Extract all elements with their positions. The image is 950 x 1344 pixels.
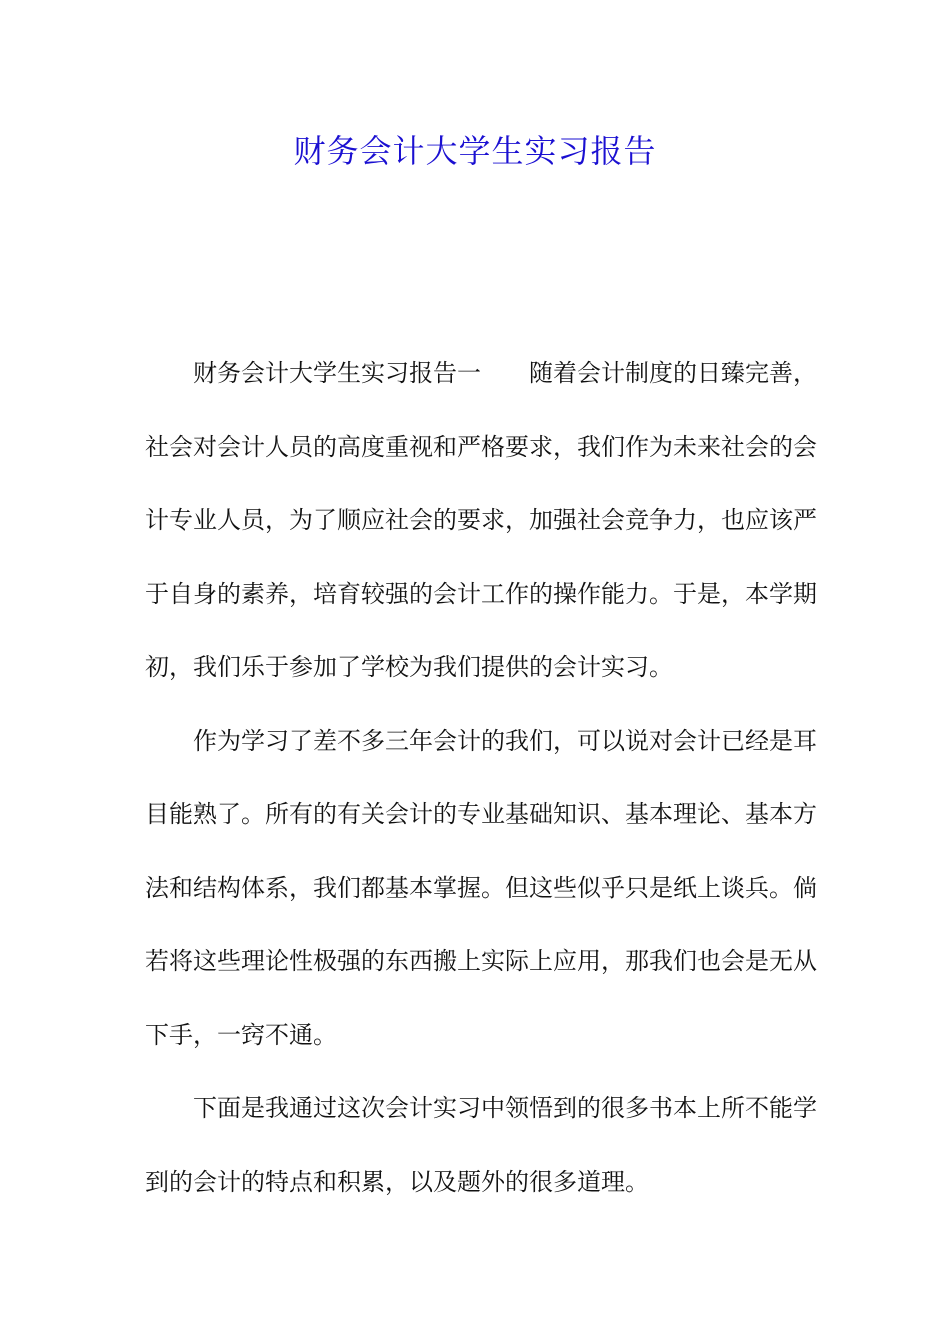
document-title: 财务会计大学生实习报告 bbox=[293, 132, 657, 170]
paragraph-3: 下面是我通过这次会计实习中领悟到的很多书本上所不能学到的会计的特点和积累，以及题外的很多道理。 bbox=[145, 1094, 817, 1196]
document-body bbox=[145, 337, 817, 1219]
paragraph-2: 作为学习了差不多三年会计的我们，可以说对会计已经是耳目能熟了。所有的有关会计的专业基础知识、基本理论、基本方法和结构体系，我们都基本掌握。但这些似乎只是纸上谈兵。倘若将这些理论性极强的东西搬上实际上应用，那我们也会是无从下手，一窍不通。 bbox=[145, 726, 817, 1049]
paragraph-1: 财务会计大学生实习报告一 随着会计制度的日臻完善，社会对会计人员的高度重视和严格要求，我们作为未来社会的会计专业人员，为了顺应社会的要求，加强社会竞争力，也应该严于自身的素养，培育较强的会计工作的操作能力。于是，本学期初，我们乐于参加了学校为我们提供的会计实习。 bbox=[145, 359, 817, 681]
